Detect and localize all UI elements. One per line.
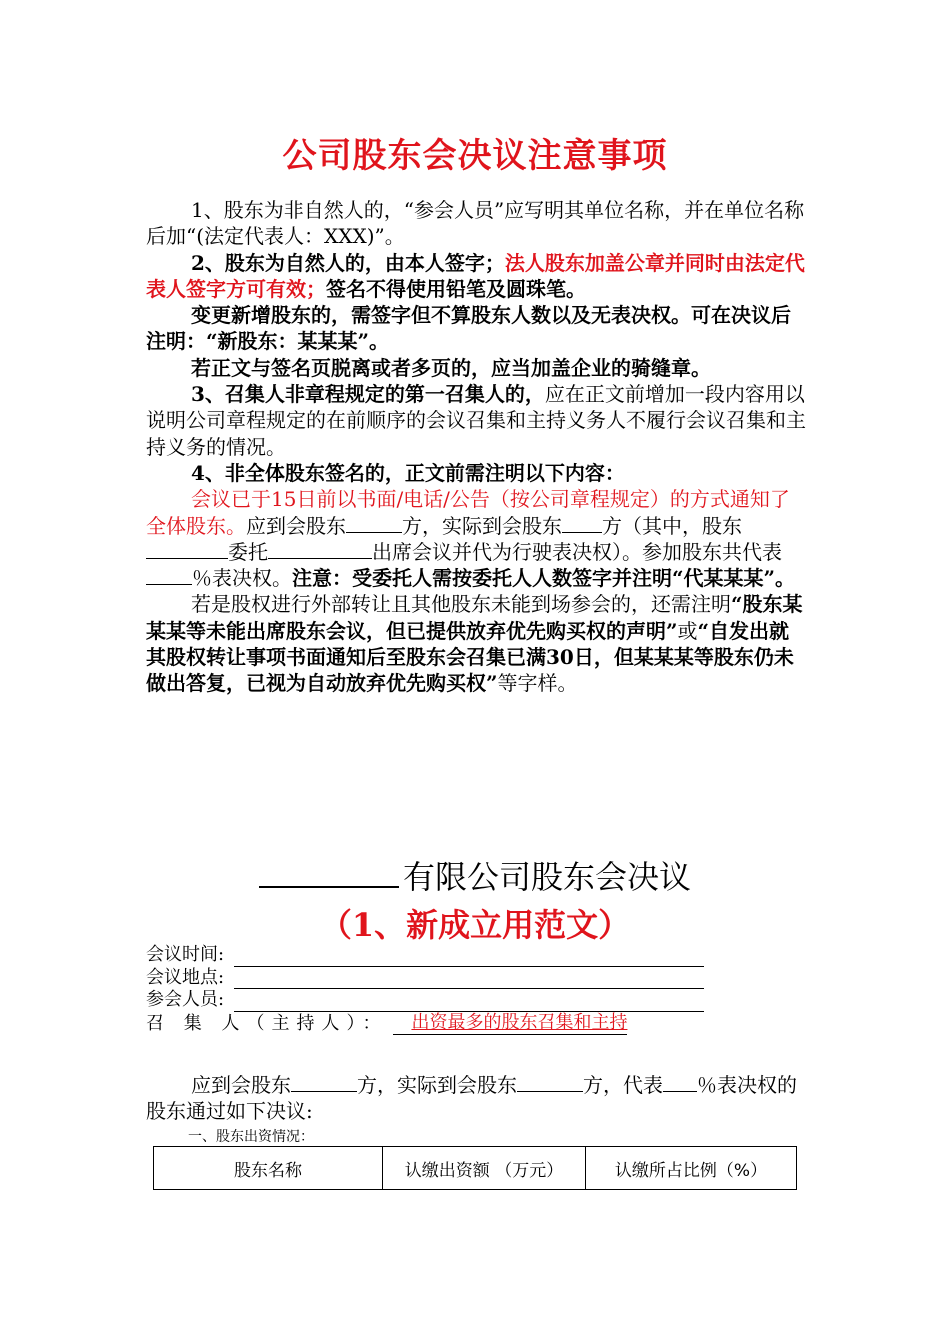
meeting-time-field[interactable] bbox=[234, 948, 704, 967]
meeting-place-field[interactable] bbox=[234, 970, 704, 989]
attendees-field[interactable] bbox=[234, 993, 704, 1012]
convener-row: 召 集 人（主持人）： 出资最多的股东召集和主持 bbox=[146, 1011, 628, 1034]
table-header: 认缴所占比例（%） bbox=[586, 1147, 797, 1190]
blank-line bbox=[146, 566, 192, 585]
meeting-info bbox=[146, 944, 766, 1035]
table-header: 认缴出资额 （万元） bbox=[383, 1147, 586, 1190]
attendees-row: 参会人员: bbox=[146, 989, 766, 1012]
blank-line bbox=[268, 540, 372, 559]
notice-title: 公司股东会决议注意事项 bbox=[282, 136, 668, 176]
note-new-shareholder: 变更新增股东的，需签字但不算股东人数以及无表决权。可在决议后注明：“新股东：某某某”。 bbox=[146, 303, 791, 354]
resolution-title: 有限公司股东会决议 bbox=[0, 852, 950, 898]
meeting-time-row: 会议时间: bbox=[146, 944, 766, 967]
blank-line bbox=[291, 1073, 357, 1092]
note-4-content: 会议已于15日前以书面/电话/公告（按公司章程规定）的方式通知了全体股东。应到会股东 方，实际到会股东 方（其中，股东委托 出席会议并代为行驶表决权）。参加股东共代表％表决权。注意：受委托人需按委托人人数签字并注明“代某某某”。 bbox=[146, 487, 796, 591]
section-capital-heading: 一、股东出资情况： bbox=[188, 1129, 314, 1145]
meeting-place-row: 会议地点: bbox=[146, 967, 766, 990]
note-2: 2、股东为自然人的，由本人签字；法人股东加盖公章并同时由法定代表人签字方可有效；签名不得使用铅笔及圆珠笔。 bbox=[146, 250, 805, 301]
blank-line bbox=[517, 1073, 583, 1092]
notice-body bbox=[146, 197, 808, 697]
note-1: 1、股东为非自然人的，“参会人员”应写明其单位名称，并在单位名称后加“(法定代表人：XXX)”。 bbox=[146, 198, 805, 249]
note-4: 4、非全体股东签名的，正文前需注明以下内容： bbox=[191, 460, 625, 485]
blank-line bbox=[663, 1073, 697, 1092]
convener-value: 出资最多的股东召集和主持 bbox=[393, 1012, 627, 1036]
note-seal: 若正文与签名页脱离或者多页的，应当加盖企业的骑缝章。 bbox=[191, 355, 711, 380]
blank-line bbox=[346, 514, 402, 533]
company-name-blank bbox=[259, 858, 399, 888]
resolution-subtitle: （1、新成立用范文） bbox=[319, 906, 631, 944]
table-header-row bbox=[154, 1147, 797, 1190]
table-header: 股东名称 bbox=[154, 1147, 383, 1190]
note-3: 3、召集人非章程规定的第一召集人的，应在正文前增加一段内容用以说明公司章程规定的在前顺序的会议召集和主持义务人不履行会议召集和主持义务的情况。 bbox=[146, 382, 806, 459]
capital-table bbox=[153, 1146, 797, 1190]
attendance-paragraph: 应到会股东 方，实际到会股东 方，代表 ％表决权的股东通过如下决议: bbox=[146, 1073, 797, 1123]
note-transfer: 若是股权进行外部转让且其他股东未能到场参会的，还需注明“股东某某某等未能出席股东会议，但已提供放弃优先购买权的声明”或“自发出就其股权转让事项书面通知后至股东会召集已满30日，但某某某等股东仍未做出答复，已视为自动放弃优先购买权”等字样。 bbox=[146, 592, 803, 696]
blank-line bbox=[146, 540, 228, 559]
blank-line bbox=[562, 514, 602, 533]
